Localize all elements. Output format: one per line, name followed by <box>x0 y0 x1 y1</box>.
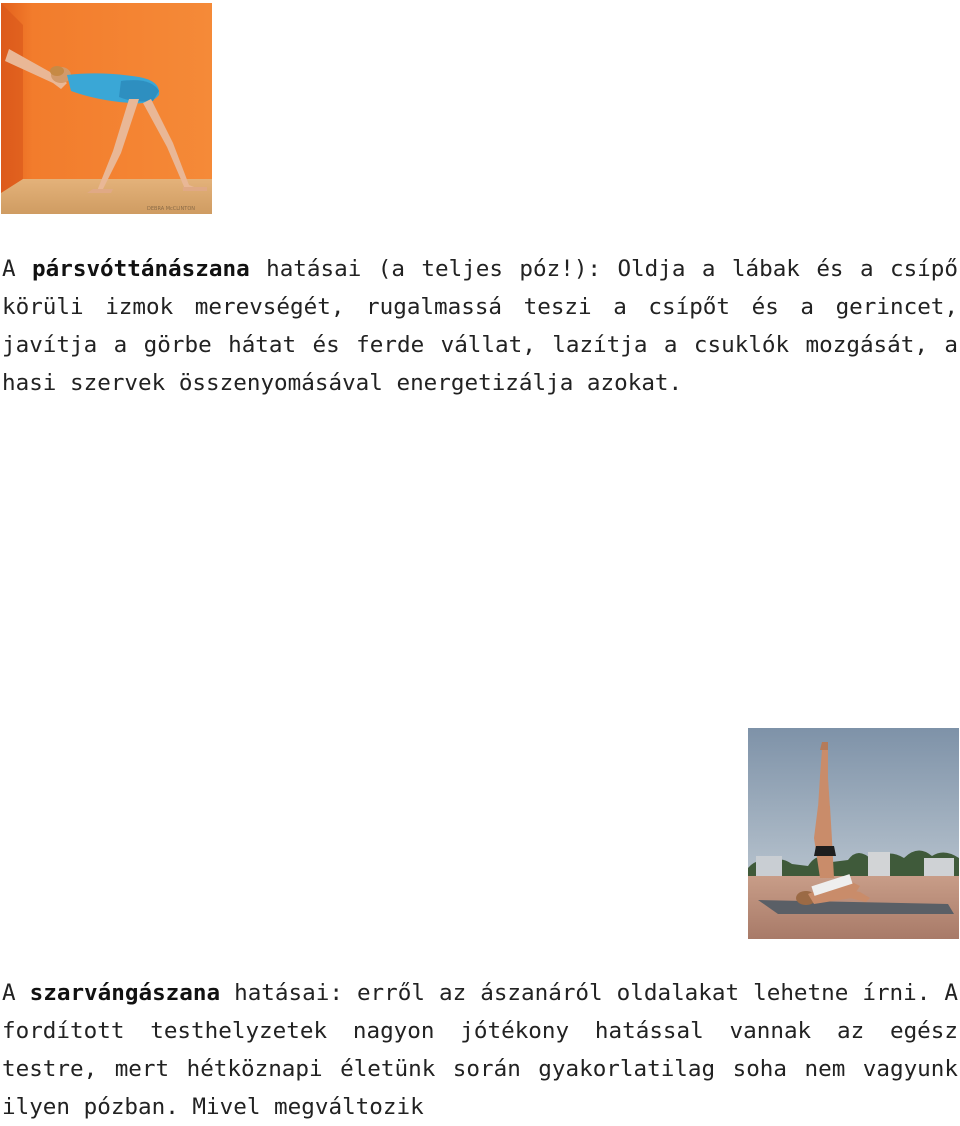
parsvottanasana-paragraph <box>2 250 958 402</box>
pose-name-sarvangasana: szarvángászana <box>29 980 221 1006</box>
para2-body: hatásai: erről az ászanáról oldalakat lehetne írni. A fordított testhelyzetek nagyon jótékony hatással vannak az egész testre, mert hétköznapi életünk során gyakorlatilag soha nem vagyunk ilyen pózban. Mivel megváltozik <box>2 980 958 1120</box>
photo-credit: DEBRA McCLINTON <box>147 206 196 212</box>
sarvangasana-paragraph <box>2 974 958 1126</box>
para1-body: hatásai (a teljes póz!): Oldja a lábak és a csípő körüli izmok merevségét, rugalmassá teszi a csípőt és a gerincet, javítja a görbe hátat és ferde vállat, lazítja a csuklók mozgását, a hasi szervek összenyomásával energetizálja azokat. <box>2 256 958 396</box>
sarvangasana-photo <box>748 728 959 939</box>
para2-lead: A <box>2 980 30 1006</box>
pose-name-parsvottanasana: pársvóttánászana <box>32 256 250 282</box>
parsvottanasana-photo <box>1 3 212 214</box>
para1-lead: A <box>2 256 33 282</box>
